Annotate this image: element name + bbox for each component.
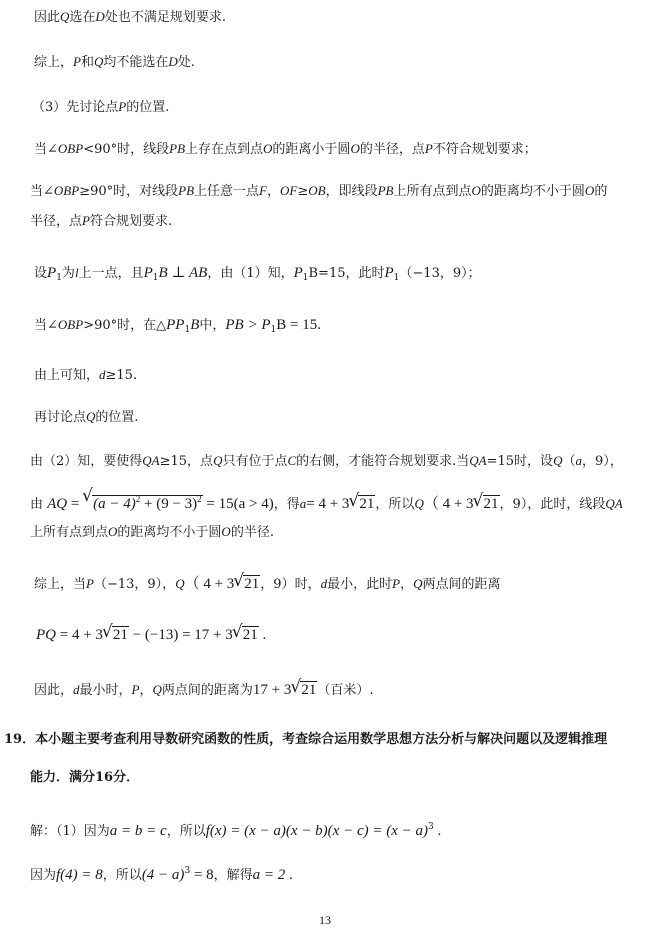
math-expr: (4 − a) — [141, 867, 185, 883]
var-p: P — [392, 576, 401, 591]
text: ，所以 — [166, 824, 206, 839]
text: 上存在点到点 — [185, 142, 264, 157]
math-expr: − (−13) = 17 + 3 — [128, 627, 233, 643]
text-line-9 — [34, 366, 137, 385]
problem-19-heading — [4, 731, 607, 749]
math-expr: = 8 — [190, 867, 214, 883]
text: ，所以 — [102, 868, 142, 883]
text: 因此， — [34, 683, 74, 698]
var-o: O — [108, 524, 118, 539]
var-pp: PP — [166, 317, 185, 333]
subscript: 1 — [56, 273, 62, 283]
problem-19-heading-cont — [30, 769, 139, 787]
text-line-14 — [34, 575, 500, 594]
var-aq: AQ — [47, 496, 68, 512]
text: ， — [139, 683, 153, 698]
sqrt-21 — [474, 495, 500, 513]
var-p: P — [118, 99, 127, 114]
text: 当∠ — [30, 184, 54, 199]
var-q: Q — [152, 682, 162, 697]
text-line-5 — [30, 182, 607, 201]
text: （百米）. — [317, 683, 374, 698]
problem-number: 19． — [4, 732, 36, 747]
text: 由 — [30, 497, 48, 512]
text-line-2 — [34, 53, 195, 72]
math-expr: . — [285, 867, 293, 883]
text: 半径，点 — [30, 214, 83, 229]
text: 由（2）知，要使得 — [30, 454, 143, 469]
subscript: 1 — [184, 325, 191, 335]
text-line-10 — [34, 408, 139, 427]
var-qa: QA — [605, 496, 623, 511]
superscript: 3 — [184, 866, 191, 876]
superscript: 2 — [197, 494, 202, 504]
math-expr: （ 4 + 3 — [184, 576, 235, 592]
sqrt-21 — [349, 495, 375, 513]
text: 两点间的距离 — [422, 577, 501, 592]
text: ，即线段 — [325, 184, 378, 199]
text: 的右侧，才能符合规划要求.当 — [296, 454, 470, 469]
text: 两点间的距离为 — [161, 683, 253, 698]
text: ≥ — [297, 184, 309, 199]
var-p: P — [86, 576, 94, 591]
text: 因此 — [34, 10, 61, 25]
text-line-8 — [34, 316, 321, 339]
text: 当∠ — [34, 142, 58, 157]
text: 最小，此时 — [327, 577, 393, 592]
var-d: D — [95, 9, 105, 24]
var-o: O — [263, 141, 273, 156]
math-perp: B ⊥ AB — [158, 265, 208, 281]
text: 综上， — [34, 55, 74, 70]
text: 均不能选在 — [103, 55, 169, 70]
var-q: Q — [414, 496, 424, 511]
var-q: Q — [60, 9, 70, 24]
text: 只有位于点 — [222, 454, 288, 469]
text-line-20 — [30, 862, 293, 885]
text: ，所以 — [375, 497, 415, 512]
var-q: Q — [93, 54, 104, 69]
text: （−13，9）； — [399, 266, 481, 281]
radicand: 21 — [359, 496, 375, 512]
radicand: 21 — [242, 627, 258, 643]
text-line-11 — [30, 452, 623, 471]
math-expr: B = 15. — [276, 317, 321, 333]
text: ，9），此时，线段 — [499, 497, 606, 512]
text: ，得 — [273, 497, 300, 512]
text: ，由（1）知， — [207, 266, 294, 281]
radicand: 21 — [112, 627, 128, 643]
text: （3）先讨论点 — [32, 100, 119, 115]
var-b: B — [190, 317, 200, 333]
subscript: 1 — [393, 273, 400, 283]
text: 的半径，点 — [359, 142, 425, 157]
text: ， — [400, 577, 414, 592]
var-pb: PB — [169, 141, 186, 156]
var-pq: PQ — [36, 627, 56, 643]
text: 和 — [80, 55, 94, 70]
radicand — [92, 495, 203, 512]
var-d: d — [73, 682, 80, 697]
math-expr: = 4 + 3 — [306, 496, 350, 512]
var-p: P — [143, 265, 153, 281]
text: B=15，此时 — [308, 266, 385, 281]
sqrt-21 — [234, 575, 260, 593]
text: 的距离小于圆 — [272, 142, 351, 157]
text: ，9）， — [581, 454, 623, 469]
var-d: d — [320, 576, 328, 591]
var-p: P — [384, 265, 394, 281]
text-line-4 — [34, 140, 537, 159]
text: 的 — [594, 184, 608, 199]
text: 上一点，且 — [78, 266, 144, 281]
var-o: O — [221, 524, 231, 539]
text: 最小时， — [79, 683, 132, 698]
math-expr: + (9 − 3) — [140, 496, 198, 512]
text: 解：（1）因为 — [30, 824, 110, 839]
var-o: O — [584, 183, 595, 198]
var-o: O — [471, 183, 481, 198]
text: 选在 — [69, 10, 96, 25]
var-q: Q — [213, 453, 223, 468]
var-f: F — [259, 183, 267, 198]
text: 不符合规划要求； — [432, 142, 537, 157]
text: 的距离均不小于圆 — [117, 525, 222, 540]
text: 的半径. — [230, 525, 274, 540]
text: 中， — [199, 318, 226, 333]
var-pb: PB — [377, 183, 394, 198]
sqrt-21 — [233, 626, 259, 644]
text-line-6 — [30, 212, 172, 231]
page-number: 13 — [319, 913, 331, 927]
text-line-3 — [32, 98, 169, 117]
text: 能力．满分16分． — [30, 770, 140, 785]
text: 因为 — [30, 868, 57, 883]
text: 处. — [177, 55, 195, 70]
text: ≥15，点 — [159, 454, 214, 469]
sqrt-21 — [291, 681, 317, 699]
text: 上所有点到点 — [30, 525, 109, 540]
text: ，解得 — [213, 868, 253, 883]
radicand: 21 — [483, 496, 499, 512]
var-q: Q — [553, 453, 563, 468]
sqrt-21 — [103, 626, 129, 644]
math-expr: （ 4 + 3 — [423, 496, 474, 512]
text-line-1 — [34, 8, 226, 27]
text: <90°时，线段 — [83, 142, 170, 157]
var-q: Q — [86, 409, 96, 424]
text: 的距离均不小于圆 — [480, 184, 585, 199]
text: 综上，当 — [34, 577, 87, 592]
text-line-7 — [34, 264, 481, 287]
math-eq: = — [67, 496, 84, 512]
text: ≥90°时，对线段 — [79, 184, 179, 199]
radicand: 21 — [244, 576, 260, 592]
text: 本小题主要考查利用导数研究函数的性质，考查综合运用数学思想方法分析与解决问题以及逻辑推理 — [35, 732, 608, 747]
radicand: 21 — [301, 682, 317, 698]
var-qa: QA — [469, 453, 487, 468]
var-c: C — [287, 453, 297, 468]
text: 由上可知， — [34, 368, 100, 383]
var-a: a — [299, 496, 307, 511]
var-d: d — [99, 367, 106, 382]
var-q: Q — [175, 576, 185, 591]
var-p: P — [131, 682, 140, 697]
superscript: 3 — [428, 822, 434, 832]
text-line-13 — [30, 523, 274, 542]
math-expr: . — [433, 823, 442, 839]
math-expr: = 4 + 3 — [56, 627, 103, 643]
subscript: 1 — [270, 325, 277, 335]
var-of: OF — [280, 183, 298, 198]
text: ≥15. — [105, 368, 138, 383]
text: 处也不满足规划要求. — [104, 10, 226, 25]
math-inequality: PB > P — [225, 317, 271, 333]
text: 再讨论点 — [34, 410, 87, 425]
text: >90°时，在△ — [83, 318, 167, 333]
var-ob: OB — [308, 183, 326, 198]
math-expr: f(4) = 8 — [56, 867, 103, 883]
text: 上任意一点 — [194, 184, 260, 199]
text-line-19 — [30, 818, 441, 841]
var-a: a — [575, 453, 582, 468]
var-l: l — [74, 265, 79, 280]
sqrt-expr — [83, 490, 203, 513]
var-p: P — [73, 54, 81, 69]
text-line-15 — [36, 626, 266, 645]
var-qa: QA — [142, 453, 160, 468]
var-d: D — [168, 54, 178, 69]
text: 设 — [34, 266, 48, 281]
math-expr: 17 + 3 — [252, 682, 292, 698]
text: =15时，设 — [486, 454, 554, 469]
subscript: 1 — [302, 273, 309, 283]
text: 的位置. — [95, 410, 139, 425]
subscript: 1 — [152, 273, 159, 283]
var-o: O — [350, 141, 360, 156]
math-expr: f(x) = (x − a)(x − b)(x − c) = (x − a) — [205, 823, 429, 839]
var-obp: OBP — [57, 141, 84, 156]
math-expr: a = 2 — [252, 867, 286, 883]
text: （ — [562, 454, 576, 469]
var-pb: PB — [178, 183, 195, 198]
var-p: P — [293, 265, 303, 281]
text: 符合规划要求. — [89, 214, 173, 229]
text: 上所有点到点 — [393, 184, 472, 199]
text: 当∠ — [34, 318, 58, 333]
var-p: P — [424, 141, 433, 156]
var-q: Q — [413, 576, 423, 591]
text: 为 — [61, 266, 75, 281]
math-expr: (a − 4) — [93, 496, 136, 512]
text: ， — [266, 184, 280, 199]
var-p: P — [82, 213, 90, 228]
math-expr: = 15(a > 4) — [202, 496, 274, 512]
var-obp: OBP — [53, 183, 80, 198]
math-expr: . — [258, 627, 267, 643]
var-obp: OBP — [57, 317, 84, 332]
math-expr: a = b = c — [109, 823, 167, 839]
text: ，9）时， — [260, 577, 321, 592]
text: 的位置. — [126, 100, 170, 115]
text: （−13，9）， — [93, 577, 176, 592]
superscript: 2 — [135, 494, 141, 504]
var-p: P — [47, 265, 57, 281]
text-line-16 — [34, 681, 374, 700]
text-line-12 — [30, 490, 623, 514]
